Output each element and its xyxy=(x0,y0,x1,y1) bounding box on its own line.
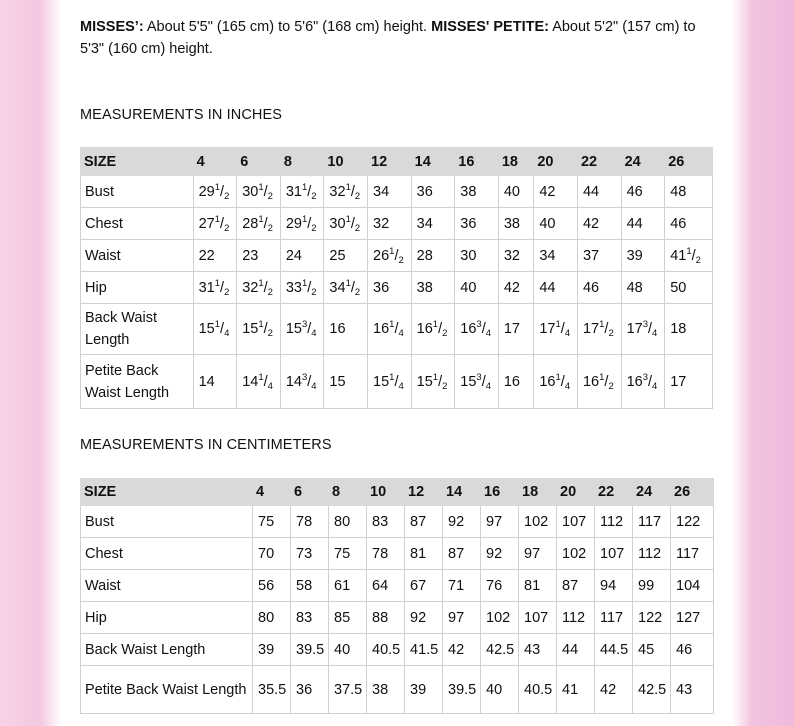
measurement-cell: 117 xyxy=(671,538,714,570)
table-row xyxy=(81,304,713,355)
size-column-header: 20 xyxy=(534,148,578,176)
measurement-cell: $33^1/_2$ xyxy=(280,272,324,304)
measurement-cell: $30^1/_2$ xyxy=(237,176,281,208)
measurement-cell: 34 xyxy=(534,240,578,272)
measurement-cell: 36 xyxy=(291,666,329,714)
measurement-cell: 83 xyxy=(291,602,329,634)
measurement-cell: 17 xyxy=(665,355,713,409)
measurement-cell: 46 xyxy=(621,176,665,208)
measurement-cell: 80 xyxy=(329,506,367,538)
measurement-cell: 97 xyxy=(519,538,557,570)
table-row xyxy=(81,634,714,666)
measurement-cell: 117 xyxy=(633,506,671,538)
measurement-cell: 76 xyxy=(481,570,519,602)
size-column-header: 18 xyxy=(498,148,534,176)
measurement-cell: 102 xyxy=(519,506,557,538)
measurement-cell: 39.5 xyxy=(291,634,329,666)
row-label: Waist xyxy=(81,570,253,602)
row-label: Petite Back Waist Length xyxy=(81,355,194,409)
table-row xyxy=(81,355,713,409)
measurement-cell: 38 xyxy=(498,208,534,240)
measurement-cell: $29^1/_2$ xyxy=(280,208,324,240)
measurement-cell: 107 xyxy=(595,538,633,570)
row-label: Chest xyxy=(81,208,194,240)
measurement-cell: 44 xyxy=(557,634,595,666)
size-column-header: 10 xyxy=(324,148,368,176)
measurement-cell: 92 xyxy=(443,506,481,538)
centimeters-title: MEASUREMENTS IN CENTIMETERS xyxy=(80,437,332,453)
table-row xyxy=(81,602,714,634)
row-label: Bust xyxy=(81,176,194,208)
measurement-cell: $27^1/_2$ xyxy=(193,208,237,240)
measurement-cell: 38 xyxy=(411,272,455,304)
table-row xyxy=(81,538,714,570)
measurement-cell: 14 xyxy=(193,355,237,409)
row-label: Waist xyxy=(81,240,194,272)
centimeters-header-row xyxy=(81,479,714,506)
measurement-cell: 36 xyxy=(411,176,455,208)
measurement-cell: 37 xyxy=(577,240,621,272)
measurement-cell: 41.5 xyxy=(405,634,443,666)
measurement-cell: 117 xyxy=(595,602,633,634)
measurement-cell: 97 xyxy=(443,602,481,634)
measurement-cell: 107 xyxy=(557,506,595,538)
measurement-cell: $41^1/_2$ xyxy=(665,240,713,272)
measurement-cell: 122 xyxy=(671,506,714,538)
measurement-cell: 94 xyxy=(595,570,633,602)
measurement-cell: 30 xyxy=(455,240,499,272)
measurement-cell: 40 xyxy=(534,208,578,240)
size-column-header: 26 xyxy=(665,148,713,176)
measurement-cell: 34 xyxy=(411,208,455,240)
measurement-cell: 75 xyxy=(253,506,291,538)
measurement-cell: 46 xyxy=(577,272,621,304)
size-column-header: 20 xyxy=(557,479,595,506)
measurement-cell: 48 xyxy=(621,272,665,304)
table-row xyxy=(81,666,714,714)
measurement-cell: 22 xyxy=(193,240,237,272)
measurement-cell: $29^1/_2$ xyxy=(193,176,237,208)
measurement-cell: 40 xyxy=(481,666,519,714)
measurement-cell: 80 xyxy=(253,602,291,634)
centimeters-size-table xyxy=(80,478,714,714)
measurement-cell: 87 xyxy=(405,506,443,538)
measurement-cell: 56 xyxy=(253,570,291,602)
measurement-cell: 39 xyxy=(621,240,665,272)
size-column-header: 12 xyxy=(368,148,412,176)
row-label: Back Waist Length xyxy=(81,304,194,355)
row-label: Hip xyxy=(81,602,253,634)
measurement-cell: 67 xyxy=(405,570,443,602)
size-column-header: 24 xyxy=(633,479,671,506)
measurement-cell: 28 xyxy=(411,240,455,272)
measurement-cell: 71 xyxy=(443,570,481,602)
measurement-cell: 23 xyxy=(237,240,281,272)
measurement-cell: $17^3/_4$ xyxy=(621,304,665,355)
measurement-cell: 92 xyxy=(405,602,443,634)
measurement-cell: 43 xyxy=(671,666,714,714)
measurement-cell: $26^1/_2$ xyxy=(368,240,412,272)
measurement-cell: 32 xyxy=(368,208,412,240)
size-header: SIZE xyxy=(81,148,194,176)
measurement-cell: 78 xyxy=(291,506,329,538)
measurement-cell: $14^3/_4$ xyxy=(280,355,324,409)
measurement-cell: $30^1/_2$ xyxy=(324,208,368,240)
measurement-cell: 122 xyxy=(633,602,671,634)
row-label: Bust xyxy=(81,506,253,538)
measurement-cell: 44 xyxy=(577,176,621,208)
size-column-header: 18 xyxy=(519,479,557,506)
measurement-cell: 58 xyxy=(291,570,329,602)
measurement-cell: $17^1/_2$ xyxy=(577,304,621,355)
petite-text: About 5'2" (157 cm) to 5'3" (160 cm) height. xyxy=(80,19,696,57)
table-row xyxy=(81,272,713,304)
measurement-cell: 46 xyxy=(665,208,713,240)
measurement-cell: 102 xyxy=(557,538,595,570)
height-description xyxy=(80,16,720,60)
measurement-cell: 50 xyxy=(665,272,713,304)
size-column-header: 8 xyxy=(280,148,324,176)
measurement-cell: 42.5 xyxy=(481,634,519,666)
measurement-cell: $31^1/_2$ xyxy=(280,176,324,208)
measurement-cell: $17^1/_4$ xyxy=(534,304,578,355)
petite-label: MISSES' PETITE: xyxy=(431,19,549,35)
measurement-cell: 35.5 xyxy=(253,666,291,714)
measurement-cell: $34^1/_2$ xyxy=(324,272,368,304)
measurement-cell: $15^1/_4$ xyxy=(193,304,237,355)
measurement-cell: $16^1/_2$ xyxy=(411,304,455,355)
measurement-cell: 42 xyxy=(498,272,534,304)
measurement-cell: 36 xyxy=(368,272,412,304)
size-column-header: 6 xyxy=(237,148,281,176)
measurement-cell: 44 xyxy=(534,272,578,304)
measurement-cell: 38 xyxy=(367,666,405,714)
measurement-cell: 41 xyxy=(557,666,595,714)
measurement-cell: 83 xyxy=(367,506,405,538)
measurement-cell: 39.5 xyxy=(443,666,481,714)
measurement-cell: 44.5 xyxy=(595,634,633,666)
measurement-cell: $15^1/_2$ xyxy=(237,304,281,355)
measurement-cell: 88 xyxy=(367,602,405,634)
measurement-cell: 85 xyxy=(329,602,367,634)
measurement-cell: 81 xyxy=(519,570,557,602)
measurement-cell: 15 xyxy=(324,355,368,409)
measurement-cell: 37.5 xyxy=(329,666,367,714)
measurement-cell: 38 xyxy=(455,176,499,208)
measurement-cell: 40.5 xyxy=(367,634,405,666)
size-header: SIZE xyxy=(81,479,253,506)
inches-title: MEASUREMENTS IN INCHES xyxy=(80,107,282,123)
measurement-cell: $16^1/_2$ xyxy=(577,355,621,409)
table-row xyxy=(81,506,714,538)
measurement-cell: 40 xyxy=(498,176,534,208)
measurement-cell: 42 xyxy=(443,634,481,666)
measurement-cell: $15^3/_4$ xyxy=(280,304,324,355)
measurement-cell: $14^1/_4$ xyxy=(237,355,281,409)
measurement-cell: 78 xyxy=(367,538,405,570)
measurement-cell: 99 xyxy=(633,570,671,602)
size-column-header: 10 xyxy=(367,479,405,506)
measurement-cell: 87 xyxy=(557,570,595,602)
size-column-header: 22 xyxy=(577,148,621,176)
measurement-cell: 16 xyxy=(498,355,534,409)
misses-text: About 5'5" (165 cm) to 5'6" (168 cm) height. xyxy=(143,19,432,35)
measurement-cell: 48 xyxy=(665,176,713,208)
measurement-cell: 16 xyxy=(324,304,368,355)
measurement-cell: 39 xyxy=(253,634,291,666)
measurement-cell: 87 xyxy=(443,538,481,570)
table-row xyxy=(81,570,714,602)
measurement-cell: $28^1/_2$ xyxy=(237,208,281,240)
size-column-header: 24 xyxy=(621,148,665,176)
size-column-header: 8 xyxy=(329,479,367,506)
measurement-cell: $16^3/_4$ xyxy=(621,355,665,409)
measurement-cell: 42 xyxy=(577,208,621,240)
table-row xyxy=(81,208,713,240)
measurement-cell: 36 xyxy=(455,208,499,240)
measurement-cell: 64 xyxy=(367,570,405,602)
measurement-cell: 107 xyxy=(519,602,557,634)
measurement-cell: 39 xyxy=(405,666,443,714)
measurement-cell: $15^1/_2$ xyxy=(411,355,455,409)
measurement-cell: 42 xyxy=(534,176,578,208)
measurement-cell: 70 xyxy=(253,538,291,570)
measurement-cell: 46 xyxy=(671,634,714,666)
measurement-cell: $15^1/_4$ xyxy=(368,355,412,409)
measurement-cell: 112 xyxy=(557,602,595,634)
inches-size-table xyxy=(80,147,713,409)
table-row xyxy=(81,240,713,272)
measurement-cell: 75 xyxy=(329,538,367,570)
measurement-cell: 17 xyxy=(498,304,534,355)
size-column-header: 22 xyxy=(595,479,633,506)
measurement-cell: 42 xyxy=(595,666,633,714)
measurement-cell: 40 xyxy=(455,272,499,304)
measurement-cell: 61 xyxy=(329,570,367,602)
measurement-cell: 104 xyxy=(671,570,714,602)
measurement-cell: 25 xyxy=(324,240,368,272)
measurement-cell: 42.5 xyxy=(633,666,671,714)
measurement-cell: 97 xyxy=(481,506,519,538)
size-column-header: 4 xyxy=(193,148,237,176)
size-column-header: 4 xyxy=(253,479,291,506)
size-column-header: 16 xyxy=(455,148,499,176)
row-label: Back Waist Length xyxy=(81,634,253,666)
row-label: Hip xyxy=(81,272,194,304)
measurement-cell: 32 xyxy=(498,240,534,272)
inches-header-row xyxy=(81,148,713,176)
measurement-cell: $15^3/_4$ xyxy=(455,355,499,409)
measurement-cell: 34 xyxy=(368,176,412,208)
misses-label: MISSES’: xyxy=(80,19,144,35)
measurement-cell: 24 xyxy=(280,240,324,272)
measurement-cell: 81 xyxy=(405,538,443,570)
measurement-cell: $32^1/_2$ xyxy=(324,176,368,208)
measurement-cell: $31^1/_2$ xyxy=(193,272,237,304)
measurement-cell: 73 xyxy=(291,538,329,570)
measurement-cell: 127 xyxy=(671,602,714,634)
measurement-cell: $16^1/_4$ xyxy=(534,355,578,409)
row-label: Petite Back Waist Length xyxy=(81,666,253,714)
size-column-header: 14 xyxy=(411,148,455,176)
row-label: Chest xyxy=(81,538,253,570)
table-row xyxy=(81,176,713,208)
measurement-cell: 40 xyxy=(329,634,367,666)
size-column-header: 26 xyxy=(671,479,714,506)
measurement-cell: 92 xyxy=(481,538,519,570)
size-column-header: 16 xyxy=(481,479,519,506)
measurement-cell: 112 xyxy=(595,506,633,538)
measurement-cell: 112 xyxy=(633,538,671,570)
size-column-header: 14 xyxy=(443,479,481,506)
measurement-cell: 44 xyxy=(621,208,665,240)
size-column-header: 12 xyxy=(405,479,443,506)
measurement-cell: 43 xyxy=(519,634,557,666)
measurement-cell: $16^3/_4$ xyxy=(455,304,499,355)
measurement-cell: $32^1/_2$ xyxy=(237,272,281,304)
measurement-cell: 45 xyxy=(633,634,671,666)
measurement-cell: 18 xyxy=(665,304,713,355)
measurement-cell: $16^1/_4$ xyxy=(368,304,412,355)
measurement-cell: 40.5 xyxy=(519,666,557,714)
size-column-header: 6 xyxy=(291,479,329,506)
measurement-cell: 102 xyxy=(481,602,519,634)
